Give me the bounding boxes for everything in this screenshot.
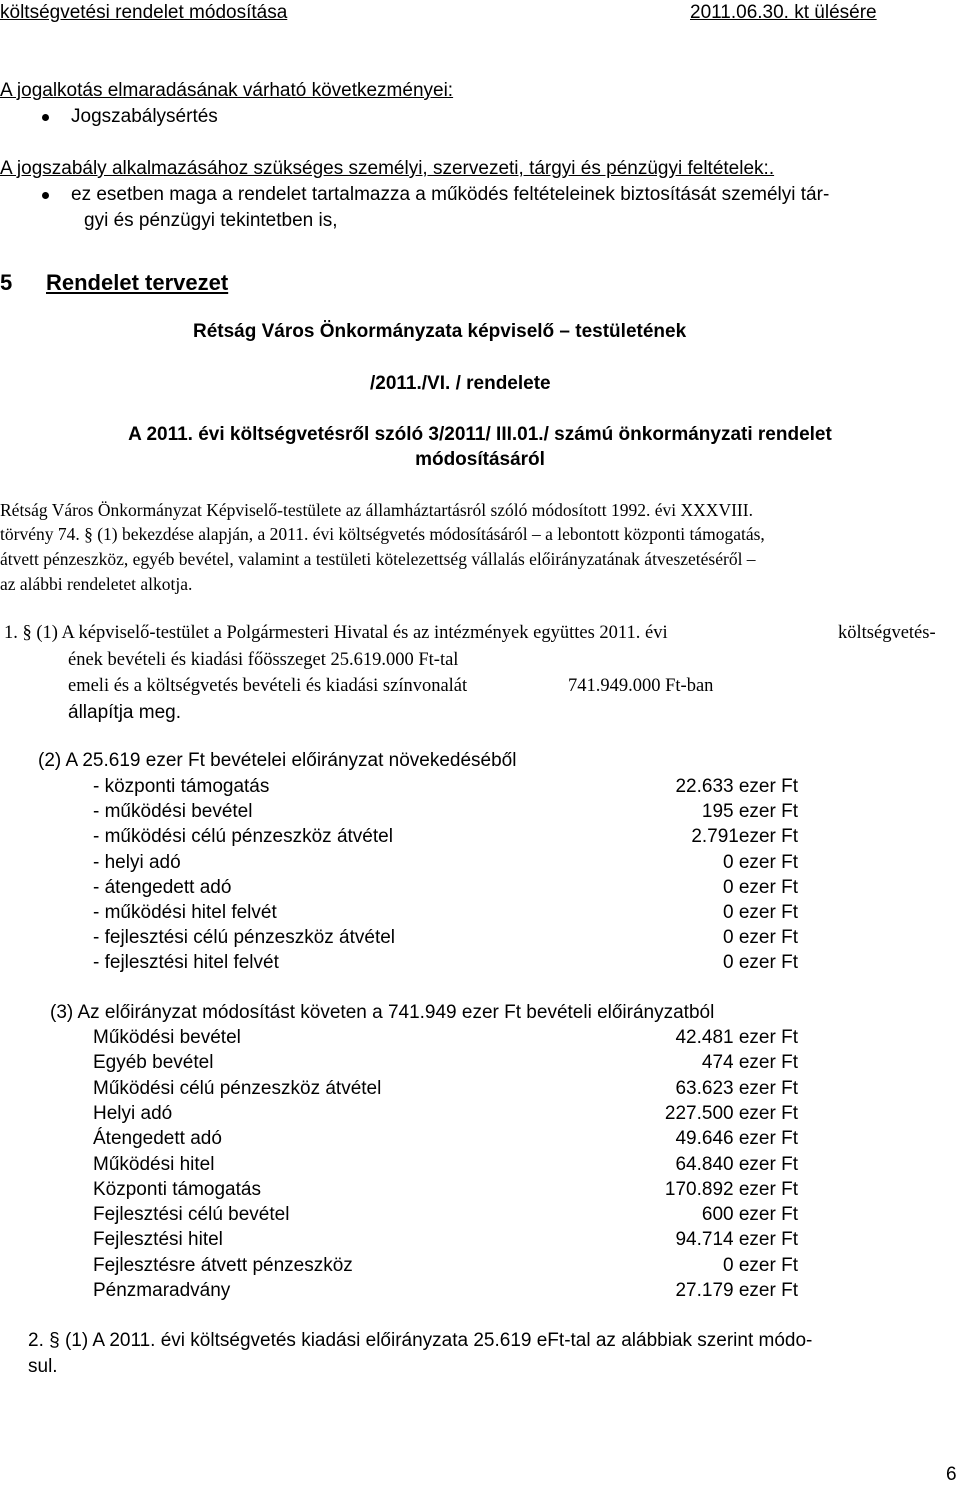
decree-title-line1: A 2011. évi költségvetésről szóló 3/2011/ III.01./ számú önkormányzati rendelet bbox=[128, 424, 832, 445]
item-value: 49.646 ezer Ft bbox=[675, 1128, 798, 1150]
list-item bbox=[0, 826, 960, 851]
bullet-dot-icon bbox=[42, 114, 49, 121]
item-value: 0 ezer Ft bbox=[723, 952, 798, 974]
item-label: - átengedett adó bbox=[93, 876, 232, 898]
consequences-bullet: Jogszabálysértés bbox=[71, 106, 218, 127]
list-item bbox=[0, 1179, 960, 1204]
preamble-line4: az alábbi rendeletet alkotja. bbox=[0, 574, 193, 594]
par1-line1-end: költségvetés- bbox=[838, 623, 936, 643]
decree-number: /2011./VI. / rendelete bbox=[370, 373, 551, 394]
item-label: Működési hitel bbox=[93, 1153, 215, 1175]
list-item bbox=[0, 1255, 960, 1280]
header-date: 2011.06.30. kt ülésére bbox=[690, 2, 877, 23]
item-value: 2.791ezer Ft bbox=[691, 826, 798, 848]
list-item bbox=[0, 1027, 960, 1052]
item-label: Fejlesztési célú bevétel bbox=[93, 1204, 290, 1226]
list-item bbox=[0, 776, 960, 801]
item-value: 27.179 ezer Ft bbox=[675, 1280, 798, 1301]
conditions-title bbox=[0, 158, 774, 180]
item-value: 22.633 ezer Ft bbox=[675, 776, 798, 797]
page-number: 6 bbox=[946, 1464, 957, 1485]
par3-title: (3) Az előirányzat módosítást követen a 741.949 ezer Ft bevételi előirányzatból bbox=[50, 1002, 715, 1023]
list-item bbox=[0, 877, 960, 902]
list-item bbox=[0, 852, 960, 877]
item-value: 0 ezer Ft bbox=[723, 902, 798, 923]
item-label: Működési célú pénzeszköz átvétel bbox=[93, 1077, 382, 1099]
par2-title: (2) A 25.619 ezer Ft bevételei előirányzat növekedéséből bbox=[38, 750, 517, 771]
par1-line3: emeli és a költségvetés bevételi és kiadási színvonalát bbox=[68, 676, 468, 696]
item-label: Fejlesztésre átvett pénzeszköz bbox=[93, 1254, 353, 1276]
item-label: Központi támogatás bbox=[93, 1178, 261, 1200]
par1-line4: állapítja meg. bbox=[68, 702, 182, 723]
list-item bbox=[0, 1078, 960, 1103]
par1-line2: ének bevételi és kiadási főösszeget 25.619.000 Ft-tal bbox=[68, 650, 459, 670]
par4-line1: 2. § (1) A 2011. évi költségvetés kiadási előirányzata 25.619 eFt-tal az alábbiak szerint módo- bbox=[28, 1330, 813, 1351]
conditions-bullet-line2: gyi és pénzügyi tekintetben is, bbox=[84, 210, 338, 231]
list-item bbox=[0, 1229, 960, 1254]
item-value: 63.623 ezer Ft bbox=[675, 1077, 798, 1099]
item-value: 0 ezer Ft bbox=[723, 1254, 798, 1276]
item-value: 0 ezer Ft bbox=[723, 876, 798, 898]
item-label: - helyi adó bbox=[93, 851, 181, 873]
item-value: 195 ezer Ft bbox=[701, 801, 798, 823]
item-label: - fejlesztési hitel felvét bbox=[93, 952, 279, 974]
decree-title-line2: módosításáról bbox=[415, 449, 545, 470]
par1-amount: 741.949.000 Ft-ban bbox=[568, 676, 714, 696]
item-label: - fejlesztési célú pénzeszköz átvétel bbox=[93, 927, 396, 949]
section-title: Rendelet tervezet bbox=[46, 270, 229, 295]
item-label: Pénzmaradvány bbox=[93, 1280, 231, 1301]
preamble-line2: törvény 74. § (1) bekezdése alapján, a 2011. évi költségvetés módosításáról – a lebontott központi támogatás, bbox=[0, 524, 765, 544]
list-item bbox=[0, 1204, 960, 1229]
item-label: Működési bevétel bbox=[93, 1027, 241, 1048]
item-label: Fejlesztési hitel bbox=[93, 1229, 223, 1251]
preamble-line1: Rétság Város Önkormányzat Képviselő-testülete az államháztartásról szóló módosított 1992. évi XXXVIII. bbox=[0, 500, 753, 520]
preamble-line3: átvett pénzeszköz, egyéb bevétel, valamint a testületi kötelezettség vállalás előirányzatának átveszetéséről – bbox=[0, 549, 756, 569]
bullet-dot-icon bbox=[42, 192, 49, 199]
item-label: - működési célú pénzeszköz átvétel bbox=[93, 826, 393, 848]
list-item bbox=[0, 1280, 960, 1305]
list-item bbox=[0, 1052, 960, 1077]
par1-line1: 1. § (1) A képviselő-testület a Polgármesteri Hivatal és az intézmények együttes 2011. évi bbox=[4, 623, 668, 643]
item-label: - központi támogatás bbox=[93, 776, 270, 797]
item-label: - működési hitel felvét bbox=[93, 902, 277, 923]
list-item bbox=[0, 952, 960, 977]
list-item bbox=[0, 927, 960, 952]
list-item bbox=[0, 1103, 960, 1128]
header-title: költségvetési rendelet módosítása bbox=[0, 2, 288, 23]
decree-body: Rétság Város Önkormányzata képviselő – testületének bbox=[193, 321, 687, 342]
conditions-title-text: A jogszabály alkalmazásához szükséges személyi, szervezeti, tárgyi és pénzügyi feltételek:. bbox=[0, 158, 775, 179]
par4-line2: sul. bbox=[28, 1356, 58, 1377]
item-label: - működési bevétel bbox=[93, 801, 253, 823]
list-item bbox=[0, 1128, 960, 1153]
item-value: 600 ezer Ft bbox=[701, 1204, 798, 1226]
item-value: 64.840 ezer Ft bbox=[675, 1153, 798, 1175]
list-item bbox=[0, 801, 960, 826]
consequences-title-text: A jogalkotás elmaradásának várható következményei: bbox=[0, 80, 454, 101]
item-value: 0 ezer Ft bbox=[723, 927, 798, 949]
item-value: 94.714 ezer Ft bbox=[675, 1229, 798, 1251]
list-item bbox=[0, 1154, 960, 1179]
item-label: Átengedett adó bbox=[93, 1128, 222, 1150]
list-item bbox=[0, 902, 960, 927]
item-value: 0 ezer Ft bbox=[723, 851, 798, 873]
item-value: 474 ezer Ft bbox=[701, 1052, 798, 1074]
conditions-bullet-line1: ez esetben maga a rendelet tartalmazza a működés feltételeinek biztosítását személyi tár- bbox=[71, 184, 830, 205]
item-label: Helyi adó bbox=[93, 1102, 173, 1124]
item-value: 227.500 ezer Ft bbox=[664, 1102, 798, 1124]
item-value: 170.892 ezer Ft bbox=[664, 1178, 798, 1200]
consequences-title bbox=[0, 80, 453, 102]
item-value: 42.481 ezer Ft bbox=[675, 1027, 798, 1048]
section-number: 5 bbox=[0, 270, 13, 295]
item-label: Egyéb bevétel bbox=[93, 1052, 214, 1074]
